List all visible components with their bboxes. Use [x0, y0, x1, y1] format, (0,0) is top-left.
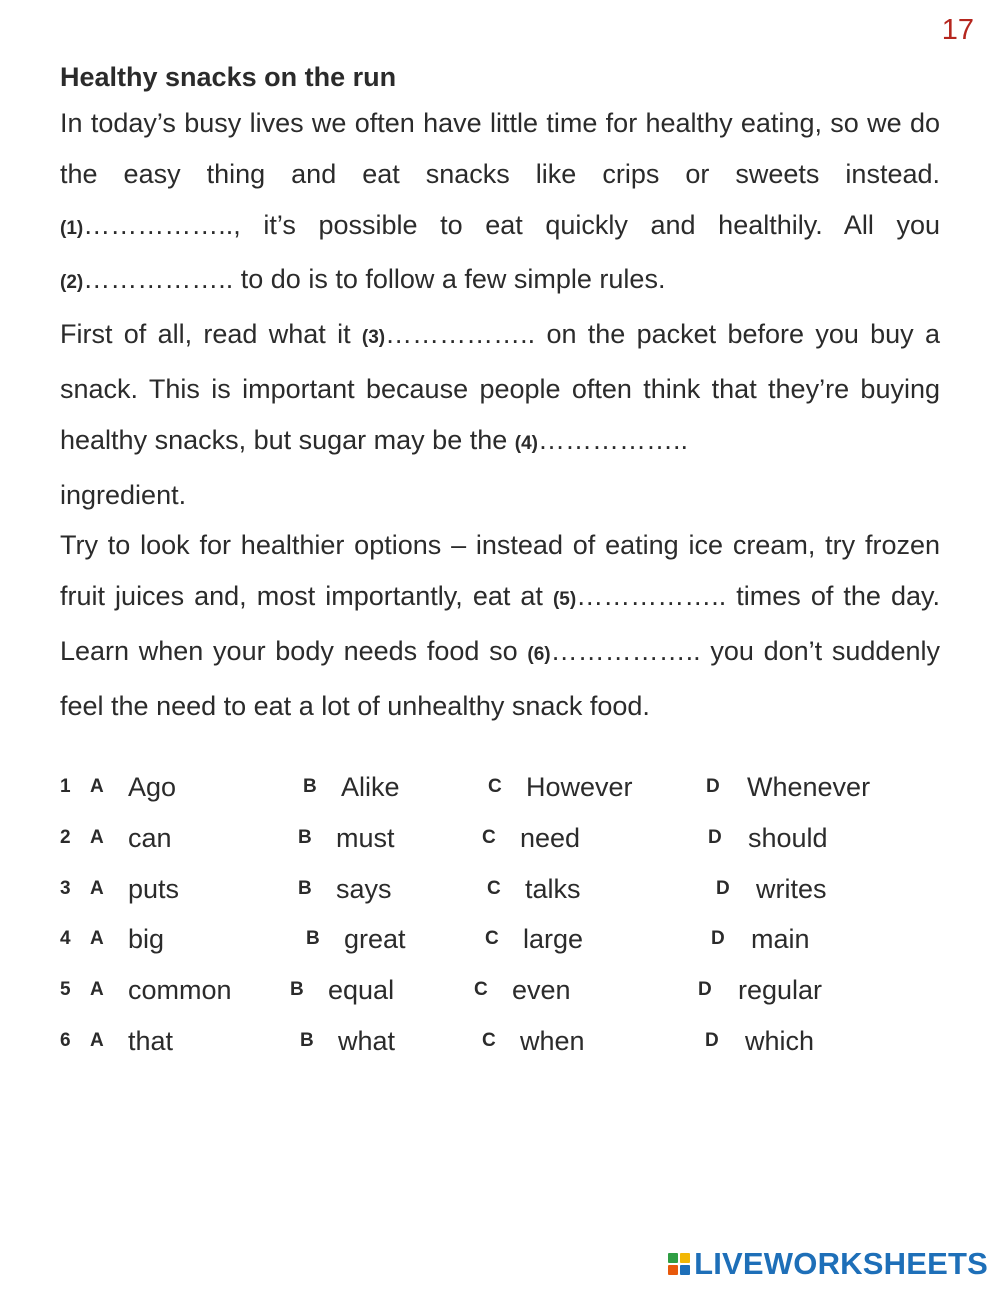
gap-blank[interactable]: …………….. — [83, 209, 234, 240]
page-number: 17 — [941, 14, 974, 46]
gap-5[interactable] — [553, 581, 726, 611]
option-letter: C — [482, 826, 496, 848]
gap-number: (1) — [60, 217, 84, 239]
option-c[interactable]: However — [526, 772, 633, 802]
gap-blank[interactable]: …………….. — [576, 581, 727, 612]
logo-text: LIVEWORKSHEETS — [694, 1246, 988, 1281]
gap-6[interactable] — [527, 636, 700, 666]
option-row-5 — [60, 965, 940, 1016]
paragraph-1 — [60, 98, 940, 309]
option-c[interactable]: when — [520, 1025, 585, 1056]
gap-3[interactable] — [362, 319, 535, 349]
option-d[interactable]: main — [751, 924, 810, 955]
option-letter: A — [90, 928, 104, 950]
paragraph-3 — [60, 520, 940, 731]
gap-1[interactable] — [60, 210, 233, 240]
gap-blank[interactable]: …………….. — [550, 635, 701, 666]
option-row-2 — [60, 813, 940, 864]
option-a[interactable]: big — [128, 924, 165, 955]
paragraph-text: on the packet before you buy a snack. This is important because people often think that they’re buying healthy snacks, but sugar may be the — [60, 319, 940, 455]
option-letter: D — [716, 877, 730, 899]
option-b[interactable]: must — [336, 822, 395, 853]
paragraph-text: ingredient. — [60, 479, 187, 510]
option-letter: C — [474, 979, 488, 1001]
option-letter: D — [708, 826, 722, 848]
passage-title: Healthy snacks on the run — [60, 62, 397, 92]
option-letter: C — [485, 928, 499, 950]
gap-number: (2) — [60, 272, 84, 294]
gap-2[interactable] — [60, 264, 233, 294]
paragraph-text: Try to look for healthier options – instead of eating ice cream, try frozen fruit juices and, most importantly, eat at — [60, 530, 940, 612]
paragraph-text: you don’t suddenly feel the need to eat a lot of unhealthy snack food. — [60, 635, 940, 721]
reading-passage — [60, 56, 940, 732]
logo-icon — [668, 1253, 690, 1275]
option-letter: A — [90, 826, 104, 848]
gap-number: (5) — [552, 589, 577, 611]
option-d[interactable]: writes — [756, 873, 827, 904]
paragraph-2 — [60, 309, 940, 520]
option-b[interactable]: what — [338, 1025, 396, 1056]
option-letter: C — [482, 1029, 496, 1051]
paragraph-text: to do is to follow a few simple rules. — [240, 264, 666, 295]
option-a[interactable]: can — [128, 822, 172, 853]
gap-blank[interactable]: …………….. — [538, 424, 689, 455]
option-c[interactable]: need — [520, 822, 581, 853]
question-number: 1 — [60, 776, 71, 797]
paragraph-text: In today’s busy lives we often have little time for healthy eating, so we do the easy thing and eat snacks like crips or sweets instead. — [60, 108, 940, 189]
option-letter: B — [298, 826, 312, 848]
option-a[interactable]: that — [128, 1025, 174, 1056]
option-letter: C — [487, 877, 501, 899]
logo-square — [680, 1253, 690, 1263]
logo-square — [668, 1253, 678, 1263]
option-letter: D — [711, 928, 725, 950]
option-letter: B — [290, 979, 304, 1001]
option-row-6 — [60, 1016, 940, 1067]
option-row-1 — [60, 762, 940, 813]
option-b[interactable]: Alike — [341, 772, 400, 802]
option-letter: B — [298, 877, 312, 899]
gap-4[interactable] — [515, 425, 688, 455]
liveworksheets-logo — [668, 1246, 988, 1282]
option-letter: A — [90, 877, 104, 899]
option-a[interactable]: puts — [128, 873, 180, 904]
logo-square — [680, 1265, 690, 1275]
gap-blank[interactable]: …………….. — [83, 264, 234, 295]
option-row-3 — [60, 864, 940, 915]
option-c[interactable]: talks — [525, 873, 581, 904]
logo-square — [668, 1265, 678, 1275]
option-d[interactable]: which — [745, 1025, 815, 1056]
option-letter: D — [706, 776, 720, 797]
paragraph-text: First of all, read what it — [60, 319, 351, 350]
paragraph-text: times of the day. Learn when your body needs food so — [60, 581, 940, 666]
gap-blank[interactable]: …………….. — [385, 319, 536, 350]
question-number: 6 — [60, 1029, 71, 1051]
option-c[interactable]: even — [512, 975, 571, 1006]
question-number: 5 — [60, 979, 71, 1001]
option-d[interactable]: Whenever — [747, 772, 871, 802]
gap-number: (4) — [514, 432, 539, 454]
question-number: 4 — [60, 928, 71, 950]
gap-number: (6) — [527, 643, 551, 665]
option-b[interactable]: great — [344, 924, 406, 955]
option-b[interactable]: equal — [328, 975, 395, 1006]
gap-number: (3) — [361, 327, 386, 349]
option-d[interactable]: should — [748, 822, 828, 853]
option-a[interactable]: Ago — [128, 772, 177, 802]
option-letter: A — [90, 979, 104, 1001]
option-a[interactable]: common — [128, 975, 232, 1006]
option-b[interactable]: says — [336, 873, 392, 904]
question-number: 2 — [60, 826, 71, 848]
option-letter: B — [306, 928, 320, 950]
option-row-4 — [60, 914, 940, 965]
option-letter: A — [90, 1029, 104, 1051]
answer-options — [60, 762, 940, 1067]
option-letter: A — [90, 776, 104, 797]
option-letter: D — [698, 979, 712, 1001]
question-number: 3 — [60, 877, 71, 899]
paragraph-text: , it’s possible to eat quickly and healthily. All you — [233, 209, 940, 240]
option-letter: B — [300, 1029, 314, 1051]
option-letter: D — [705, 1029, 719, 1051]
option-letter: B — [303, 776, 317, 797]
option-d[interactable]: regular — [738, 975, 823, 1006]
option-c[interactable]: large — [523, 924, 584, 955]
option-letter: C — [488, 776, 502, 797]
